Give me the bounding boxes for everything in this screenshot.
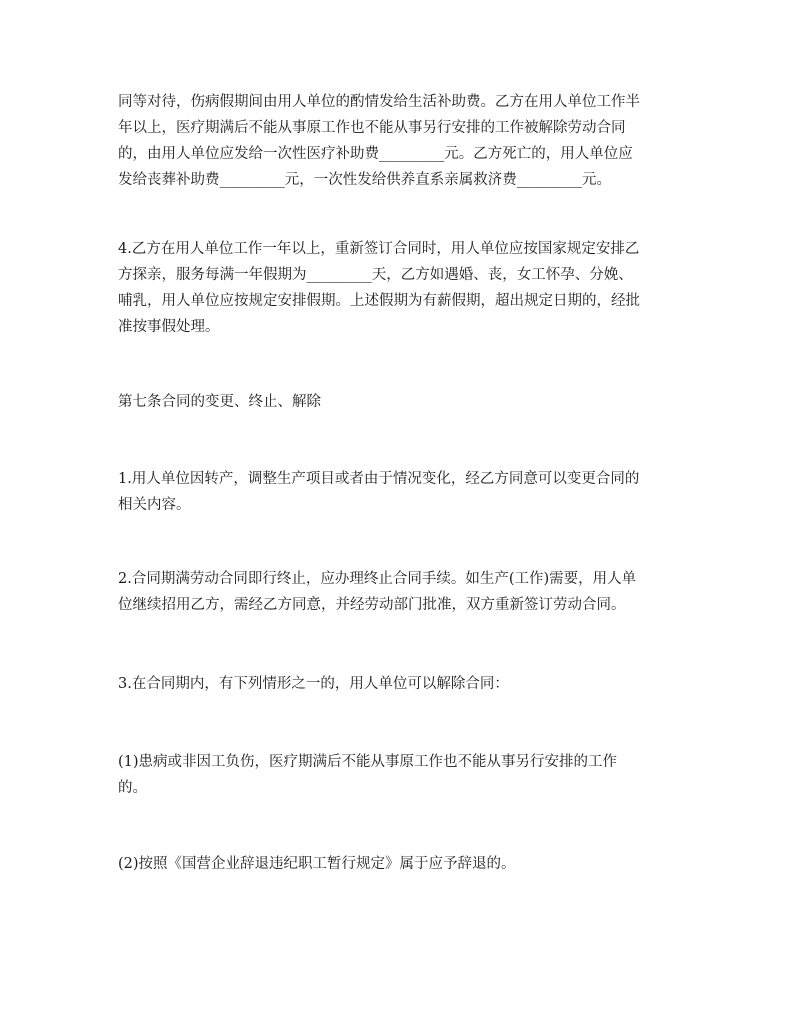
text-line: 方探亲，服务每满一年假期为_________天，乙方如遇婚、丧，女工怀孕、分娩、 — [118, 267, 633, 283]
list-item-dismissal-regulation — [118, 851, 684, 877]
text-line: (1)患病或非因工负伤，医疗期满后不能从事原工作也不能从事另行安排的工作 — [118, 754, 618, 770]
paragraph-sick-leave-subsidy — [118, 89, 684, 193]
text-line: 2.合同期满劳动合同即行终止，应办理终止合同手续。如生产(工作)需要，用人单 — [118, 571, 637, 587]
text-line: 哺乳，用人单位应按规定安排假期。上述假期为有薪假期，超出规定日期的，经批 — [118, 293, 640, 309]
text-line: 的。 — [118, 780, 147, 796]
text-line: 相关内容。 — [118, 497, 191, 513]
text-line: (2)按照《国营企业辞退违纪职工暂行规定》属于应予辞退的。 — [118, 856, 516, 872]
paragraph-home-leave — [118, 236, 684, 340]
paragraph-contract-dissolution — [118, 671, 684, 697]
text-line: 第七条合同的变更、终止、解除 — [118, 394, 321, 410]
paragraph-contract-termination — [118, 566, 684, 618]
text-line: 3.在合同期内，有下列情形之一的，用人单位可以解除合同： — [118, 676, 509, 692]
text-line: 发给丧葬补助费_________元，一次性发给供养直系亲属救济费_________元。 — [118, 172, 611, 188]
text-line: 1.用人单位因转产，调整生产项目或者由于情况变化，经乙方同意可以变更合同的 — [118, 471, 640, 487]
paragraph-contract-change — [118, 466, 684, 518]
list-item-illness — [118, 749, 684, 801]
text-line: 准按事假处理。 — [118, 319, 220, 335]
text-line: 的，由用人单位应发给一次性医疗补助费_________元。乙方死亡的，用人单位应 — [118, 146, 633, 162]
text-line: 位继续招用乙方，需经乙方同意，并经劳动部门批准，双方重新签订劳动合同。 — [118, 597, 626, 613]
text-line: 年以上，医疗期满后不能从事原工作也不能从事另行安排的工作被解除劳动合同 — [118, 120, 626, 136]
text-line: 同等对待，伤病假期间由用人单位的酌情发给生活补助费。乙方在用人单位工作半 — [118, 94, 640, 110]
section-heading-article-7 — [118, 389, 684, 415]
text-line: 4.乙方在用人单位工作一年以上，重新签订合同时，用人单位应按国家规定安排乙 — [118, 241, 640, 257]
